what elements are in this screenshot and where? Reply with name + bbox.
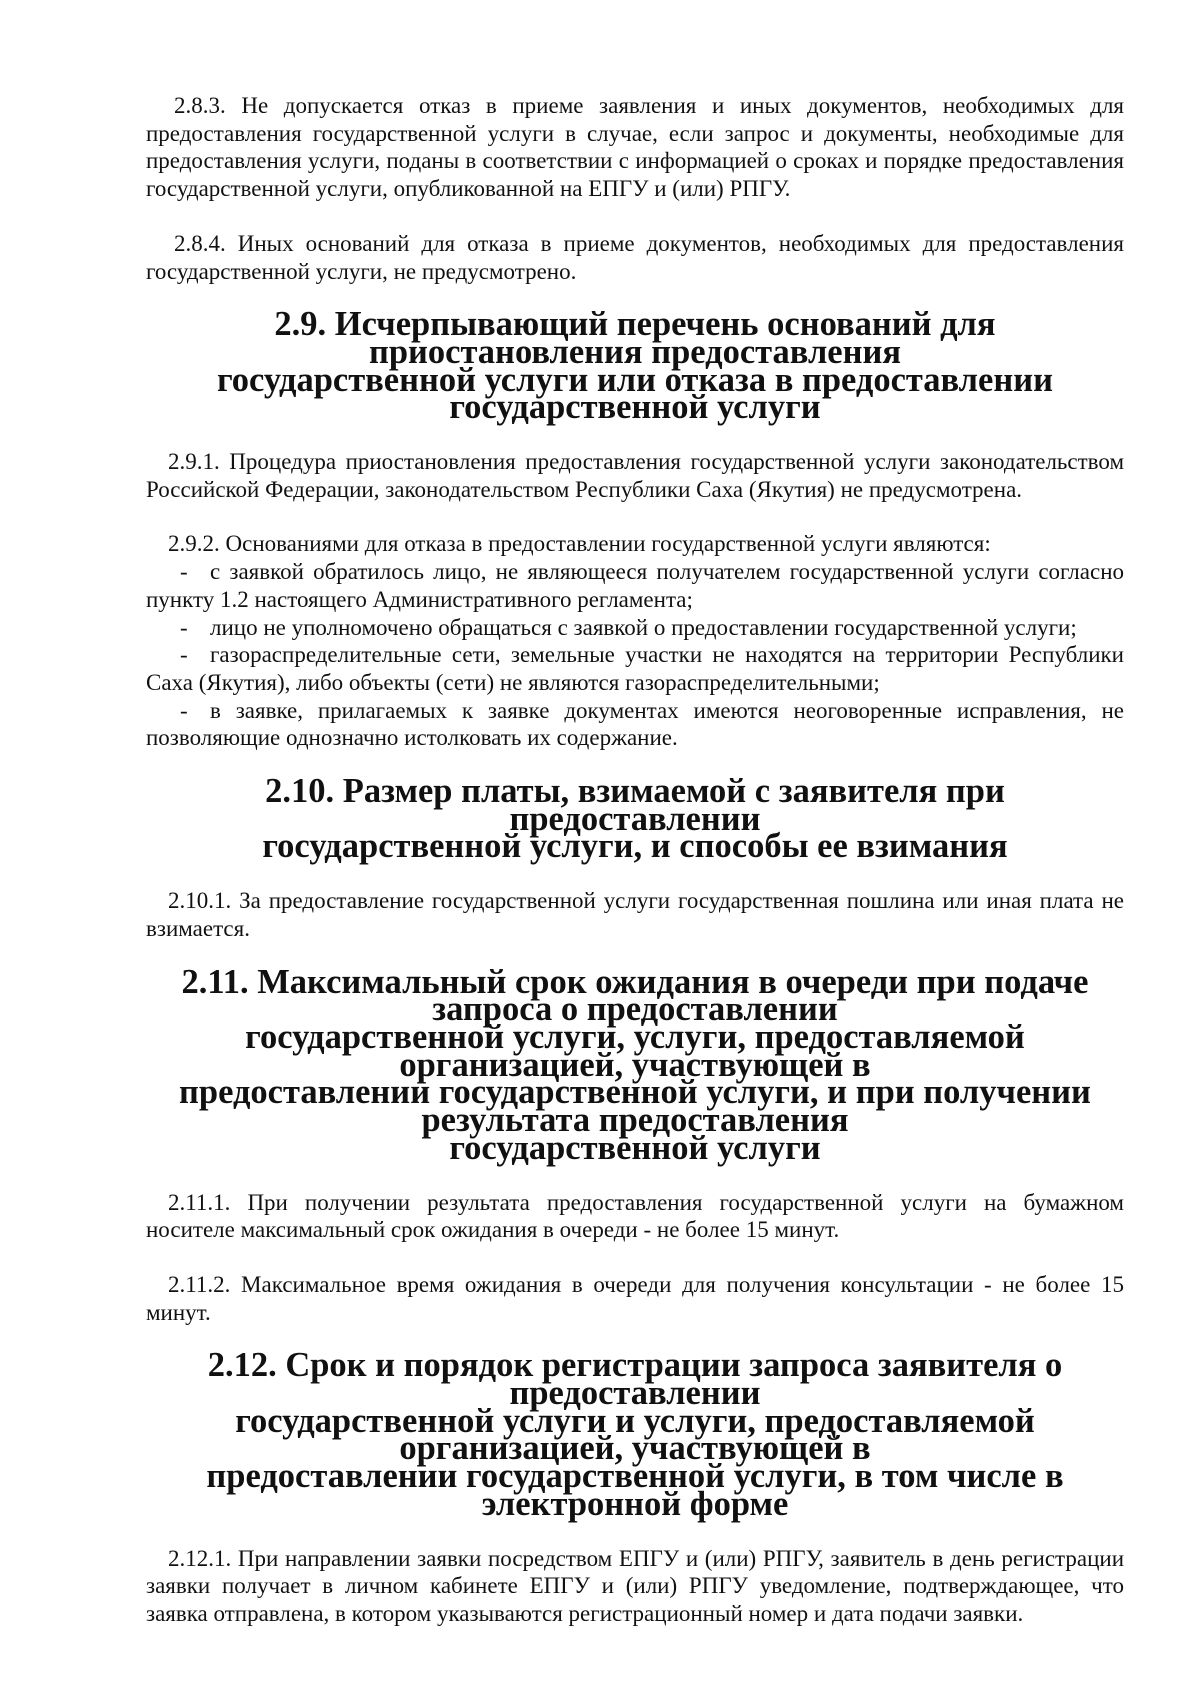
heading-2-12-line-1: 2.12. Срок и порядок регистрации запроса заявителя о предоставлении <box>207 1346 1063 1413</box>
paragraph-2-8-4: 2.8.4. Иных оснований для отказа в приеме документов, необходимых для предоставления государственной услуги, не предусмотрено. <box>146 230 1124 284</box>
dash-marker: - <box>180 559 188 585</box>
heading-2-12-line-3: предоставлении государственной услуги, в том числе в электронной форме <box>206 1457 1064 1523</box>
list-item <box>146 697 1124 752</box>
heading-2-10 <box>146 772 1124 866</box>
dash-marker: - <box>180 642 188 668</box>
paragraph-2-9-1: 2.9.1. Процедура приостановления предоставления государственной услуги законодательством Российской Федерации, законодательством Республики Саха (Якутия) не предусмотрена. <box>146 449 1124 502</box>
paragraph-2-8-3: 2.8.3. Не допускается отказ в приеме заявления и иных документов, необходимых для предоставления государственной услуги в случае, если запрос и документы, необходимые для предоставления услуги, поданы в соответствии с информацией о сроках и порядке предоставления государственной услуги, опубликованной на ЕПГУ и (или) РПГУ. <box>146 93 1124 202</box>
heading-2-10-line-2: государственной услуги, и способы ее взимания <box>262 827 1008 866</box>
heading-2-9-line-2: государственной услуги или отказа в предоставлении государственной услуги <box>217 360 1053 427</box>
heading-2-9 <box>146 305 1124 427</box>
list-item-text: лицо не уполномочено обращаться с заявкой о предоставлении государственной услуги; <box>210 614 1077 640</box>
heading-2-11-line-3: предоставлении государственной услуги, и при получении результата предоставления <box>179 1073 1091 1140</box>
list-item <box>146 641 1124 696</box>
document-page <box>146 92 1124 1628</box>
list-item-text: с заявкой обратилось лицо, не являющееся получателем государственной услуги согласно пункту 1.2 настоящего Административного регламента; <box>146 559 1124 612</box>
paragraph-2-12-1: 2.12.1. При направлении заявки посредством ЕПГУ и (или) РПГУ, заявитель в день регистрации заявки получает в личном кабинете ЕПГУ и (или) РПГУ уведомление, подтверждающее, что заявка отправлена, в котором указываются регистрационный номер и дата подачи заявки. <box>146 1545 1124 1626</box>
list-item-text: в заявке, прилагаемых к заявке документах имеются неоговоренные исправления, не позволяющие однозначно истолковать их содержание. <box>146 697 1124 751</box>
list-item <box>146 558 1124 613</box>
heading-2-12-line-2: государственной услуги и услуги, предоставляемой организацией, участвующей в <box>235 1401 1035 1468</box>
heading-2-11-line-4: государственной услуги <box>449 1128 821 1167</box>
heading-2-9-line-1: 2.9. Исчерпывающий перечень оснований для приостановления предоставления <box>274 305 996 371</box>
heading-2-10-line-1: 2.10. Размер платы, взимаемой с заявителя при предоставлении <box>265 772 1005 838</box>
heading-2-12 <box>146 1346 1124 1523</box>
paragraph-2-9-2-intro: 2.9.2. Основаниями для отказа в предоставлении государственной услуги являются: <box>168 531 991 557</box>
paragraph-2-11-2: 2.11.2. Максимальное время ожидания в очереди для получения консультации - не более 15 минут. <box>146 1271 1124 1325</box>
list-item <box>146 614 1124 642</box>
dash-marker: - <box>180 697 188 723</box>
paragraph-2-10-1: 2.10.1. За предоставление государственной услуги государственная пошлина или иная плата не взимается. <box>146 888 1124 941</box>
heading-2-11-line-1: 2.11. Максимальный срок ожидания в очереди при подаче запроса о предоставлении <box>181 962 1089 1029</box>
dash-marker: - <box>180 614 188 640</box>
paragraph-2-11-1: 2.11.1. При получении результата предоставления государственной услуги на бумажном носителе максимальный срок ожидания в очереди - не более 15 минут. <box>146 1189 1124 1243</box>
heading-2-11 <box>146 962 1124 1167</box>
heading-2-11-line-2: государственной услуги, услуги, предоставляемой организацией, участвующей в <box>245 1017 1025 1084</box>
list-item-text: газораспределительные сети, земельные участки не находятся на территории Республики Саха (Якутия), либо объекты (сети) не являются газораспределительными; <box>146 642 1124 695</box>
